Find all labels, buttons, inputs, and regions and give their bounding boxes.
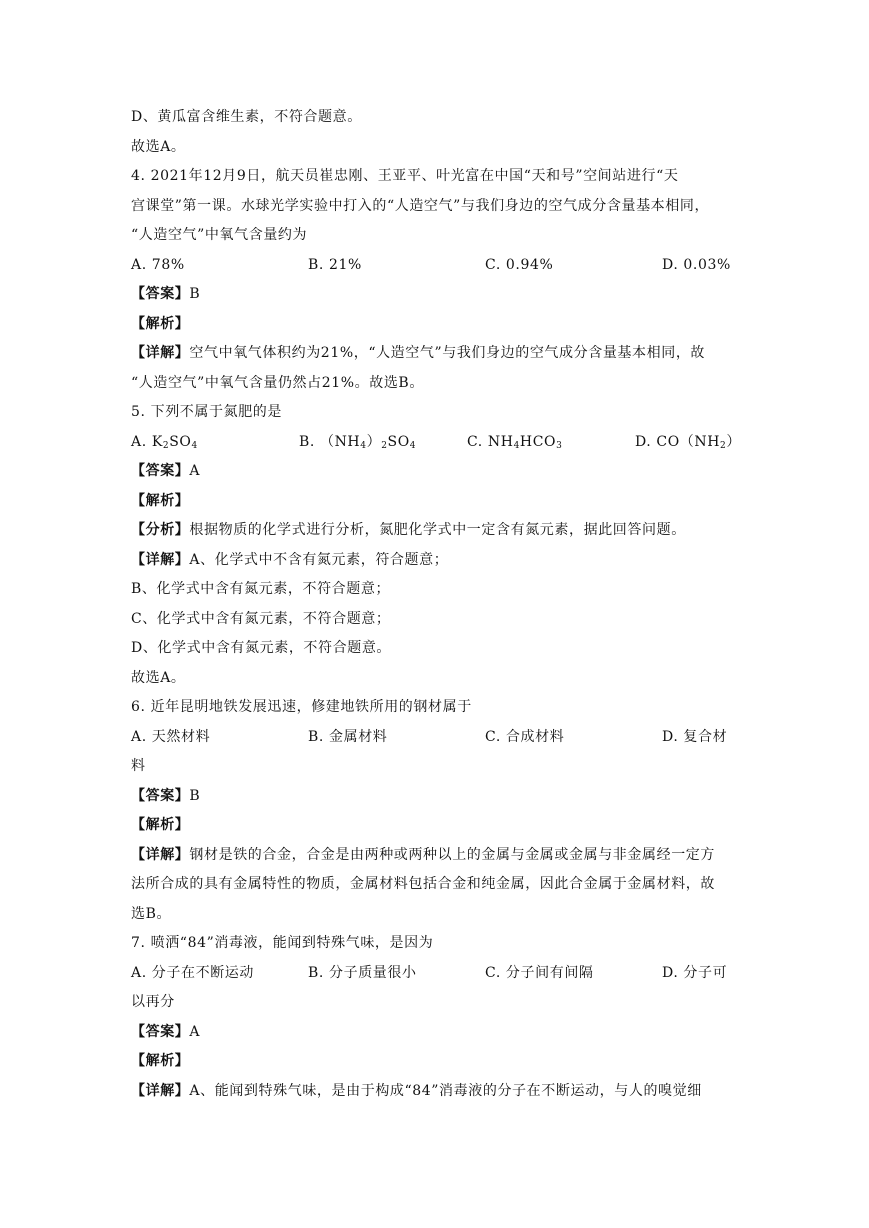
option-label: C. xyxy=(466,433,488,450)
detail-tag: 【详解】 xyxy=(131,846,190,863)
text-line: 故选A。 xyxy=(131,138,186,155)
formula-subscript: 3 xyxy=(556,440,563,451)
option-c: C. 合成材料 xyxy=(485,728,565,745)
formula-part: K xyxy=(151,433,163,450)
option-c: C. 分子间有间隔 xyxy=(485,964,594,981)
option-d: D. 0.03% xyxy=(662,256,731,273)
detail-line: B、化学式中含有氮元素，不符合题意； xyxy=(131,581,391,597)
answer-line xyxy=(131,1018,741,1048)
detail-line: C、化学式中含有氮元素，不符合题意； xyxy=(131,610,391,627)
option-d: D. 复合材 xyxy=(662,728,728,745)
option-wrap-line: 以再分 xyxy=(131,994,175,1010)
analysis-tag: 【解析】 xyxy=(131,315,190,332)
option-a: A. 分子在不断运动 xyxy=(131,964,255,981)
detail-line: 选B。 xyxy=(131,905,172,922)
formula-subscript: 4 xyxy=(409,440,417,451)
analysis-tag: 【解析】 xyxy=(131,1053,190,1069)
answer-line xyxy=(131,457,741,487)
answer-tag: 【答案】 xyxy=(131,463,190,479)
formula-part: CO（NH xyxy=(656,433,721,450)
option-d: D. 分子可 xyxy=(662,964,728,981)
answer-tag: 【答案】 xyxy=(131,286,190,302)
question-7-stem: 7. 喷洒“84”消毒液，能闻到特殊气味，是因为 xyxy=(131,935,434,951)
answer-tag: 【答案】 xyxy=(131,787,190,804)
formula-subscript: 4 xyxy=(513,440,520,451)
option-a xyxy=(131,428,299,458)
analysis-header xyxy=(131,811,741,841)
detail-line xyxy=(131,546,741,576)
formula-part: ） xyxy=(366,433,382,450)
option-d xyxy=(635,428,741,458)
formula-subscript: 2 xyxy=(720,440,727,451)
answer-value: A xyxy=(189,463,201,479)
formula-part: SO xyxy=(169,433,192,450)
analysis-header xyxy=(131,310,741,340)
option-label: B. xyxy=(298,433,320,450)
detail-line xyxy=(131,841,741,871)
question-4-stem: 4. 2021年12月9日，航天员崔忠刚、王亚平、叶光富在中国“天和号”空间站进行“天 xyxy=(131,168,679,184)
detail-tag: 【详解】 xyxy=(131,551,190,568)
formula-part: ） xyxy=(726,433,741,450)
question-4-stem: 宫课堂”第一课。水球光学实验中打入的“人造空气”与我们身边的空气成分含量基本相同， xyxy=(131,197,710,214)
analysis-tag: 【解析】 xyxy=(131,492,190,509)
question-4-stem: “人造空气”中氧气含量约为 xyxy=(131,227,308,243)
question-7-options xyxy=(131,959,741,989)
text-line: D、黄瓜富含维生素，不符合题意。 xyxy=(131,109,362,125)
option-b: B. 金属材料 xyxy=(308,728,388,745)
detail-line xyxy=(131,339,741,369)
document-page xyxy=(131,103,741,1106)
answer-line xyxy=(131,280,741,310)
analysis-tag: 【解析】 xyxy=(131,817,190,833)
question-4-options xyxy=(131,251,741,281)
option-b xyxy=(299,428,467,458)
formula-part: SO xyxy=(387,433,410,450)
answer-value: A xyxy=(189,1023,201,1040)
option-a: A. 天然材料 xyxy=(131,728,211,745)
analysis-header xyxy=(131,487,741,517)
detail-text: A、化学式中不含有氮元素，符合题意； xyxy=(189,551,449,568)
option-c xyxy=(467,428,635,458)
option-a: A. 78% xyxy=(131,256,185,273)
answer-line xyxy=(131,782,741,812)
analysis-header xyxy=(131,1047,741,1077)
question-6-stem: 6. 近年昆明地铁发展迅速，修建地铁所用的钢材属于 xyxy=(131,699,472,715)
detail-line: D、化学式中含有氮元素，不符合题意。 xyxy=(131,640,392,656)
formula-subscript: 2 xyxy=(381,440,388,451)
formula-part: NH xyxy=(487,433,514,450)
option-label: A. xyxy=(131,433,152,450)
formula-subscript: 4 xyxy=(360,440,367,451)
option-b: B. 21% xyxy=(308,256,362,273)
detail-line: 法所合成的具有金属特性的物质，金属材料包括合金和纯金属，因此合金属于金属材料，故 xyxy=(131,876,715,892)
option-c: C. 0.94% xyxy=(485,256,554,273)
answer-value: B xyxy=(189,787,201,804)
answer-value: B xyxy=(189,286,201,302)
option-wrap-line: 料 xyxy=(131,758,146,774)
question-6-options xyxy=(131,723,741,753)
question-5-stem: 5. 下列不属于氮肥的是 xyxy=(131,404,283,420)
detail-line xyxy=(131,1077,741,1107)
analysis-line xyxy=(131,516,741,546)
question-5-options xyxy=(131,428,741,458)
detail-text: A、能闻到特殊气味，是由于构成“84”消毒液的分子在不断运动，与人的嗅觉细 xyxy=(189,1082,702,1099)
formula-part: （NH xyxy=(319,433,361,450)
formula-subscript: 4 xyxy=(191,440,198,451)
formula-part: HCO xyxy=(519,433,557,450)
detail-text: 空气中氧气体积约为21%，“人造空气”与我们身边的空气成分含量基本相同，故 xyxy=(189,345,706,361)
detail-tag: 【详解】 xyxy=(131,1082,190,1099)
answer-tag: 【答案】 xyxy=(131,1023,190,1040)
option-label: D. xyxy=(634,433,657,450)
conclusion-line: 故选A。 xyxy=(131,669,186,686)
detail-line: “人造空气”中氧气含量仍然占21%。故选B。 xyxy=(131,374,424,391)
analysis-sub-tag: 【分析】 xyxy=(131,522,190,538)
formula-subscript: 2 xyxy=(162,440,170,451)
option-b: B. 分子质量很小 xyxy=(308,964,417,981)
detail-text: 钢材是铁的合金，合金是由两种或两种以上的金属与金属或金属与非金属经一定方 xyxy=(189,846,716,863)
analysis-text: 根据物质的化学式进行分析，氮肥化学式中一定含有氮元素，据此回答问题。 xyxy=(189,522,686,538)
detail-tag: 【详解】 xyxy=(131,345,190,361)
